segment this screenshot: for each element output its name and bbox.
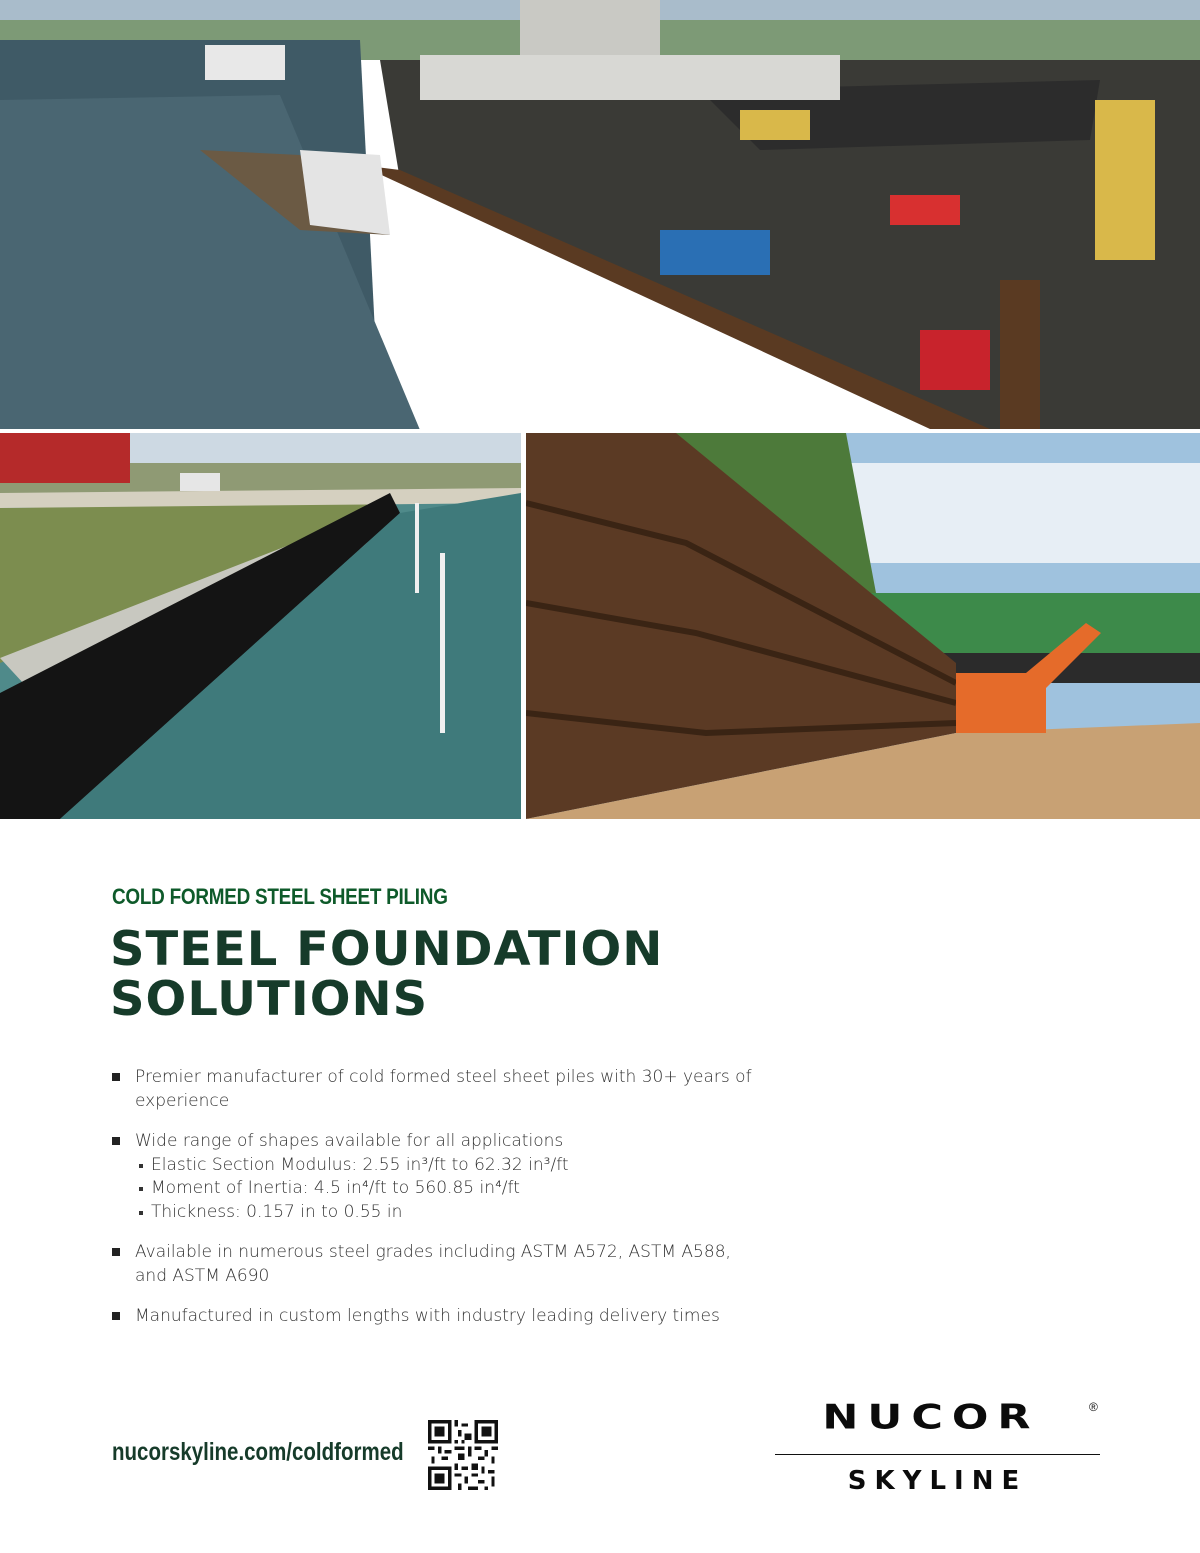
website-link[interactable]: nucorskyline.com/coldformed [112,1438,404,1466]
list-item-text: Premier manufacturer of cold formed steel sheet piles with 30+ years of experience [135,1067,752,1111]
feature-list [112,1066,752,1346]
harbor-aerial-photo [0,0,1200,429]
list-item-text: Wide range of shapes available for all applications [135,1131,564,1151]
list-item-text: Manufactured in custom lengths with industry leading delivery times [135,1306,720,1326]
page-title [110,922,1028,1027]
sub-list-item [135,1154,752,1178]
logo-subtitle: SKYLINE [847,1466,1028,1496]
bullet-dot-icon [139,1164,143,1168]
bullet-square-icon [112,1248,120,1256]
list-item-text: Available in numerous steel grades including ASTM A572, ASTM A588, and ASTM A690 [135,1242,731,1286]
waterfront-seawall-photo [0,433,521,819]
sub-list-item [135,1177,752,1201]
logo-divider [775,1454,1100,1455]
title-line-1: STEEL FOUNDATION [110,922,664,977]
eyebrow-label: COLD FORMED STEEL SHEET PILING [112,884,448,909]
bullet-square-icon [112,1312,120,1320]
logo-wordmark: NUCOR [822,1398,1040,1437]
list-item [112,1241,752,1288]
roadside-retaining-wall-photo [526,433,1200,819]
sub-list-item [135,1201,752,1225]
bullet-square-icon [112,1137,120,1145]
qr-code-icon[interactable] [428,1420,498,1490]
title-line-2: SOLUTIONS [110,972,429,1027]
bullet-square-icon [112,1073,120,1081]
sub-list-item-text: Thickness: 0.157 in to 0.55 in [151,1201,403,1222]
list-item [112,1066,752,1113]
nucor-skyline-logo [775,1398,1100,1508]
sub-list-item-text: Moment of Inertia: 4.5 in⁴/ft to 560.85 in⁴/ft [151,1178,520,1198]
sub-list-item-text: Elastic Section Modulus: 2.55 in³/ft to 62.32 in³/ft [151,1154,569,1175]
bullet-dot-icon [139,1211,143,1215]
bullet-dot-icon [139,1187,143,1191]
registered-mark: ® [1089,1400,1098,1414]
list-item [112,1130,752,1224]
list-item [112,1305,752,1329]
